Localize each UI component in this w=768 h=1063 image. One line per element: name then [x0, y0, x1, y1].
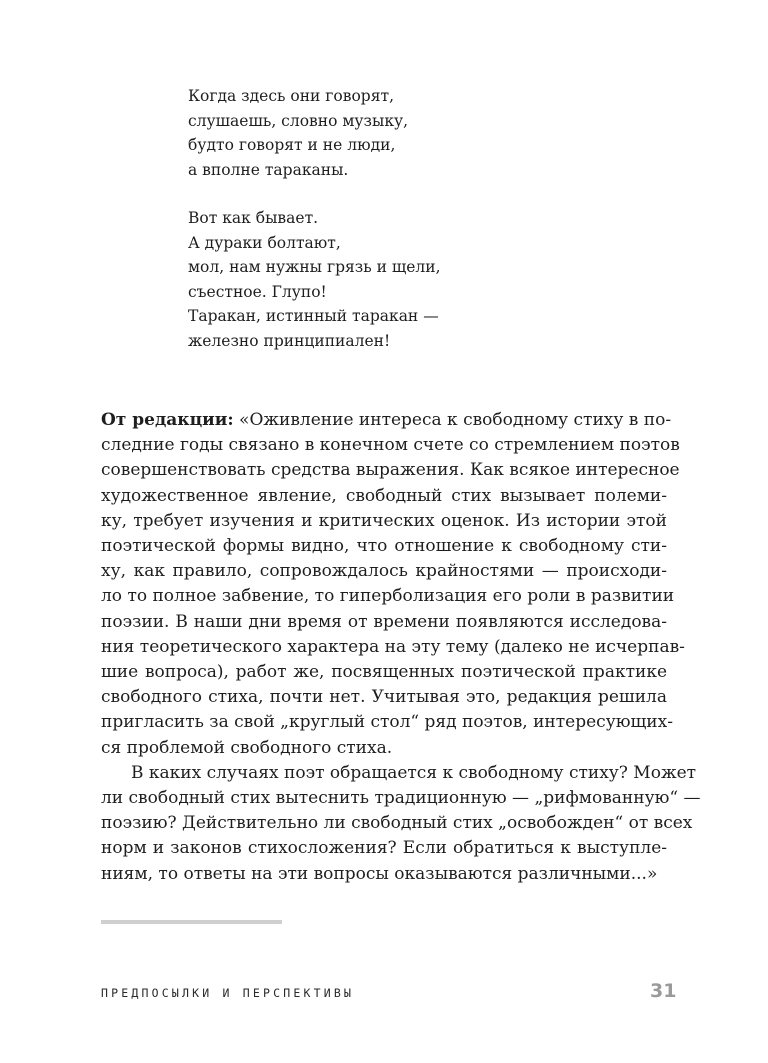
text-line: шие вопроса), работ же, посвященных поэтической практике [101, 662, 667, 683]
editorial-paragraph [101, 408, 685, 761]
poem-line: железно принципиален! [188, 331, 391, 350]
poem-line: А дураки болтают, [188, 233, 341, 252]
text-line: норм и законов стихосложения? Если обратиться к выступле- [101, 838, 667, 859]
text-line: поэзию? Действительно ли свободный стих „освобожден“ от всех [101, 813, 693, 834]
editorial-text [101, 408, 701, 887]
page-number: 31 [650, 980, 677, 1002]
poem-line: съестное. Глупо! [188, 282, 327, 301]
text-line: ху, как правило, сопровождалось крайностями — происходи- [101, 561, 667, 582]
text-line [101, 408, 672, 433]
text-line-content: «Оживление интереса к свободному стиху в по- [233, 410, 672, 430]
text-line: художественное явление, свободный стих вызывает полеми- [101, 485, 667, 506]
poem-line: мол, нам нужны грязь и щели, [188, 258, 441, 276]
editorial-label: От редакции: [101, 410, 234, 430]
text-line: свободного стиха, почти нет. Учитывая это, редакция решила [101, 687, 667, 708]
poem-stanza [188, 206, 608, 353]
text-line: ниям, то ответы на эти вопросы оказываются различными...» [101, 863, 658, 884]
text-line: совершенствовать средства выражения. Как всякое интересное [101, 460, 680, 481]
running-footer-title: ПРЕДПОСЫЛКИ И ПЕРСПЕКТИВЫ [101, 986, 355, 1000]
poem-line: Таракан, истинный таракан — [188, 307, 439, 325]
poem [188, 84, 608, 353]
poem-line: Когда здесь они говорят, [188, 87, 395, 105]
text-line: ния теоретического характера на эту тему (далеко не исчерпав- [101, 636, 685, 657]
footnote-divider [101, 920, 282, 924]
poem-stanza [188, 84, 608, 182]
text-line: ло то полное забвение, то гиперболизация его роли в развитии [101, 586, 675, 607]
text-line: ку, требует изучения и критических оценок. Из истории этой [101, 510, 667, 531]
text-line: поэтической формы видно, что отношение к свободному сти- [101, 536, 667, 557]
editorial-paragraph [101, 761, 701, 887]
poem-line: Вот как бывает. [188, 209, 319, 227]
text-line: пригласить за свой „круглый стол“ ряд поэтов, интересующих- [101, 712, 673, 733]
poem-line: а вполне тараканы. [188, 160, 349, 179]
text-line: следние годы связано в конечном счете со стремлением поэтов [101, 435, 680, 456]
text-line: В каких случаях поэт обращается к свободному стиху? Может [131, 762, 697, 783]
poem-line: слушаешь, словно музыку, [188, 111, 409, 130]
text-line: ли свободный стих вытеснить традиционную — „рифмованную“ — [101, 788, 701, 809]
text-line: поэзии. В наши дни время от времени появляются исследова- [101, 611, 667, 632]
text-line: ся проблемой свободного стиха. [101, 737, 393, 758]
poem-line: будто говорят и не люди, [188, 136, 396, 154]
